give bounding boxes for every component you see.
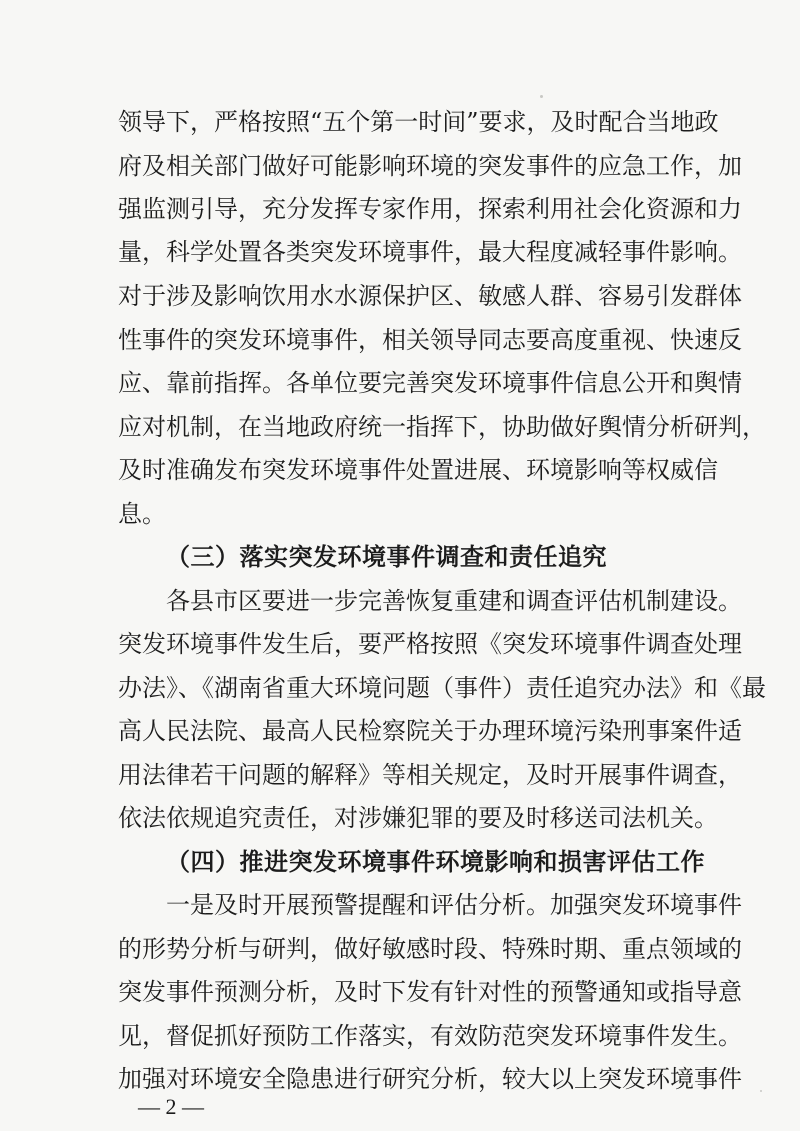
body-line: 强监测引导，充分发挥专家作用，探索利用社会化资源和力 — [118, 195, 742, 223]
body-line: 突发环境事件发生后，要严格按照《突发环境事件调查处理 — [118, 630, 742, 658]
body-line: 对于涉及影响饮用水水源保护区、敏感人群、容易引发群体 — [118, 282, 742, 310]
body-line: 依法依规追究责任，对涉嫌犯罪的要及时移送司法机关。 — [118, 804, 718, 832]
body-line: 应、靠前指挥。各单位要完善突发环境事件信息公开和舆情 — [118, 369, 742, 397]
body-line: 高人民法院、最高人民检察院关于办理环境污染刑事案件适 — [118, 717, 742, 745]
scan-speck — [540, 95, 543, 98]
body-line: 及时准确发布突发环境事件处置进展、环境影响等权威信 — [118, 456, 718, 484]
body-line: 加强对环境安全隐患进行研究分析，较大以上突发环境事件 — [118, 1065, 742, 1093]
body-line: 各县市区要进一步完善恢复重建和调查评估机制建设。 — [166, 587, 742, 615]
body-line: 用法律若干问题的解释》等相关规定，及时开展事件调查， — [118, 761, 742, 789]
body-line: 突发事件预测分析，及时下发有针对性的预警通知或指导意 — [118, 978, 742, 1006]
body-line: 应对机制，在当地政府统一指挥下，协助做好舆情分析研判， — [118, 413, 766, 441]
body-line: 量，科学处置各类突发环境事件，最大程度减轻事件影响。 — [118, 238, 742, 266]
body-line: 息。 — [118, 500, 166, 528]
section-heading-4: （四）推进突发环境事件环境影响和损害评估工作 — [166, 848, 705, 876]
body-line: 见，督促抓好预防工作落实，有效防范突发环境事件发生。 — [118, 1022, 742, 1050]
body-line: 一是及时开展预警提醒和评估分析。加强突发环境事件 — [166, 891, 742, 919]
page-number: — 2 — — [138, 1094, 204, 1119]
section-heading-3: （三）落实突发环境事件调查和责任追究 — [166, 543, 607, 571]
body-line: 的形势分析与研判，做好敏感时段、特殊时期、重点领域的 — [118, 935, 742, 963]
body-line: 领导下，严格按照“五个第一时间”要求，及时配合当地政 — [118, 108, 719, 136]
body-line: 性事件的突发环境事件，相关领导同志要高度重视、快速反 — [118, 326, 742, 354]
body-line: 办法》、《湖南省重大环境问题（事件）责任追究办法》和《最 — [118, 674, 766, 702]
body-line: 府及相关部门做好可能影响环境的突发事件的应急工作，加 — [118, 152, 742, 180]
scan-speck — [760, 1090, 762, 1092]
